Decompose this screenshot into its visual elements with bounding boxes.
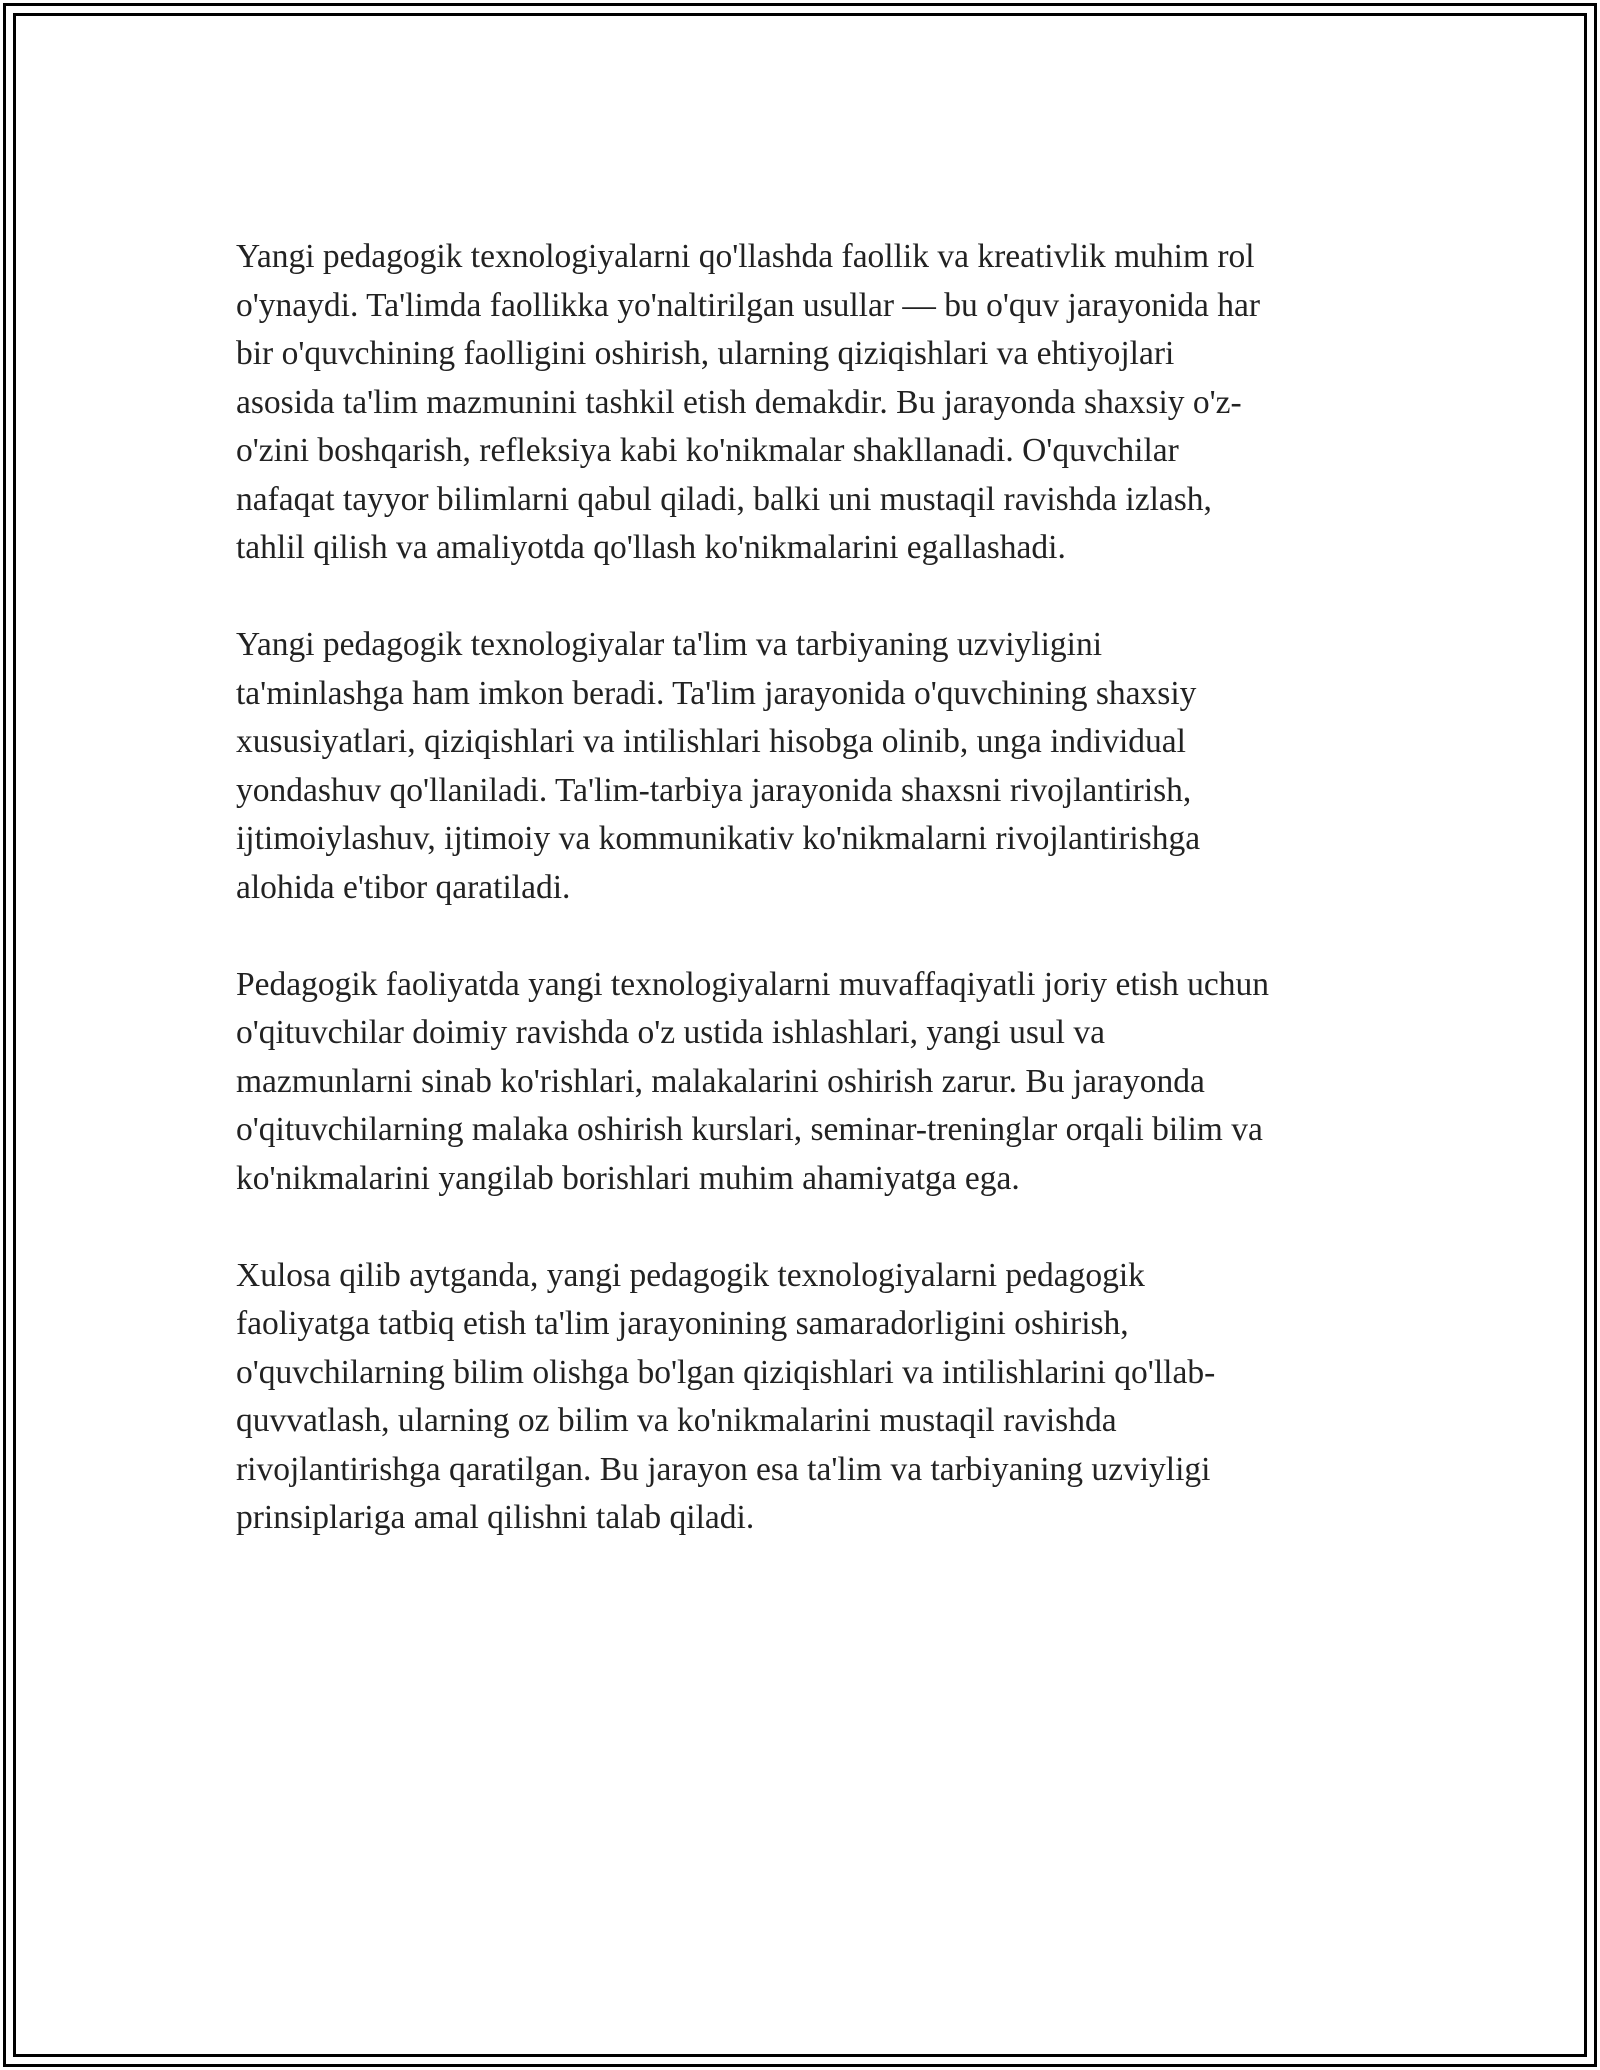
paragraph-talim-tarbiya-uzviyligi: Yangi pedagogik texnologiyalar ta'lim va tarbiyaning uzviyligini ta'minlashga ham imkon beradi. Ta'lim jarayonida o'quvchining shaxsiy xususiyatlari, qiziqishlari va intilishlari hisobga olinib, unga individual yondashuv qo'llaniladi. Ta'lim-tarbiya jarayonida shaxsni rivojlantirish, ijtimoiylashuv, ijtimoiy va kommunikativ ko'nikmalarni rivojlantirishga alohida e'tibor qaratiladi. — [236, 626, 1201, 906]
paragraph-oqituvchilar-malakasi: Pedagogik faoliyatda yangi texnologiyalarni muvaffaqiyatli joriy etish uchun o'qituvchilar doimiy ravishda o'z ustida ishlashlari, yangi usul va mazmunlarni sinab ko'rishlari, malakalarini oshirish zarur. Bu jarayonda o'qituvchilarning malaka oshirish kurslari, seminar-treninglar orqali bilim va ko'nikmalarini yangilab borishlari muhim ahamiyatga ega. — [236, 965, 1269, 1197]
paragraph-xulosa: Xulosa qilib aytganda, yangi pedagogik texnologiyalarni pedagogik faoliyatga tatbiq etish ta'lim jarayonining samaradorligini oshirish, o'quvchilarning bilim olishga bo'lgan qiziqishlari va intilishlarini qo'llab- quvvatlash, ularning oz bilim va ko'nikmalarini mustaqil ravishda rivojlantirishga qaratilgan. Bu jarayon esa ta'lim va tarbiyaning uzviyligi prinsiplariga amal qilishni talab qiladi. — [236, 1256, 1216, 1536]
document-body — [236, 233, 1386, 1591]
paragraph-faollik-kreativlik: Yangi pedagogik texnologiyalarni qo'llashda faollik va kreativlik muhim rol o'ynaydi. Ta'limda faollikka yo'naltirilgan usullar — bu o'quv jarayonida har bir o'quvchining faolligini oshirish, ularning qiziqishlari va ehtiyojlari asosida ta'lim mazmunini tashkil etish demakdir. Bu jarayonda shaxsiy o'z- o'zini boshqarish, refleksiya kabi ko'nikmalar shakllanadi. O'quvchilar nafaqat tayyor bilimlarni qabul qiladi, balki uni mustaqil ravishda izlash, tahlil qilish va amaliyotda qo'llash ko'nikmalarini egallashadi. — [236, 238, 1261, 566]
